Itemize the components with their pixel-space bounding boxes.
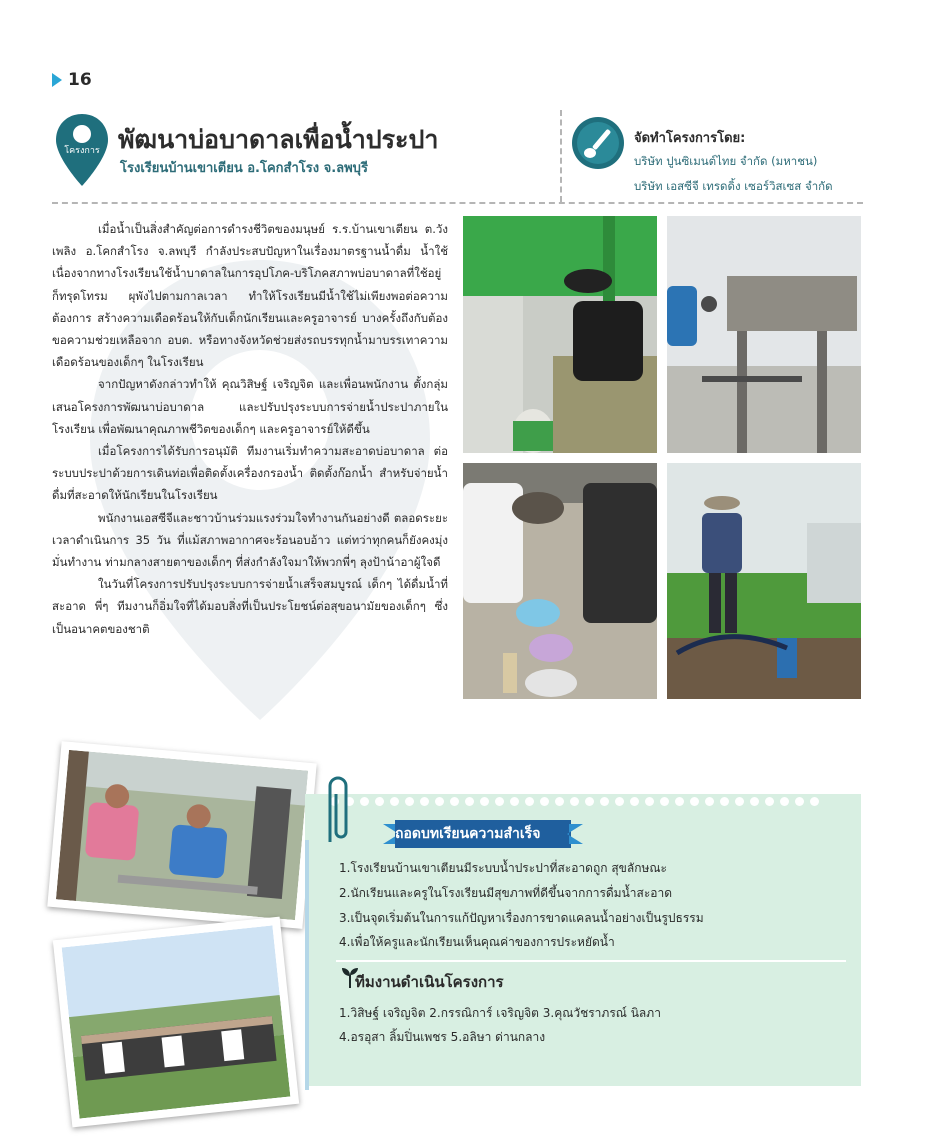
brush-icon [571,116,625,170]
team-line: 4.อรอุสา ลิ้มปิ่นเพชร 5.อลิษา ด่านกลาง [339,1030,546,1044]
photo-group [53,917,299,1128]
header-divider [560,110,562,202]
panel-dots [330,797,840,813]
lessons-heading: ถอดบทเรียนความสำเร็จ [395,826,541,842]
page-marker-icon [52,73,62,87]
page-title: พัฒนาบ่อบาดาลเพื่อน้ำประปา [118,125,439,154]
lesson-item: 3.เป็นจุดเริ่มต้นในการแก้ปัญหาเรื่องการขาดแคลนน้ำอย่างเป็นรูปธรรม [339,911,704,925]
lesson-item: 2.นักเรียนและครูในโรงเรียนมีสุขภาพที่ดีขึ้นจากการดื่มน้ำสะอาด [339,886,673,900]
team-heading: ทีมงานดำเนินโครงการ [355,973,504,991]
paperclip-icon [318,772,358,852]
photo-worker-green-shed [463,216,657,453]
organizer-company: บริษัท เอสซีจี เทรดดิ้ง เซอร์วิสเซส จำกัด [634,179,833,193]
team-line: 1.วิสิษฐ์ เจริญจิต 2.กรรณิการ์ เจริญจิต 3.คุณวัชราภรณ์ นิลภา [339,1006,661,1020]
paragraph: ในวันที่โครงการปรับปรุงระบบการจ่ายน้ำเสร็จสมบูรณ์ เด็กๆ ได้ดื่มน้ำที่สะอาด พี่ๆ ทีมงานก็อิ่มใจที่ได้มอบสิ่งที่เป็นประโยชน์ต่อสุขอนามัยของเด็กๆ ซึ่งเป็นอนาคตของชาติ [52,577,448,636]
photo-workers-pipe [47,741,316,929]
project-badge-label: โครงการ [64,146,100,156]
header-separator [52,202,863,204]
paragraph: พนักงานเอสซีจีและชาวบ้านร่วมแรงร่วมใจทำงานกันอย่างดี ตลอดระยะเวลาดำเนินการ 35 วัน ที่แม้สภาพอากาศจะร้อนอบอ้าว แต่ทว่าทุกคนก็ยังคงมุ่งมั่นทำงาน ท่ามกลางสายตาของเด็กๆ ที่ส่งกำลังใจมาให้พวกพี่ๆ ลุงป้าน้าอาผู้ใจดี [52,510,448,570]
lesson-item: 4.เพื่อให้ครูและนักเรียนเห็นคุณค่าของการประหยัดน้ำ [339,935,615,949]
page-number: 16 [52,70,92,90]
panel-stripe [305,840,309,1090]
panel-divider [336,960,846,962]
photo-water-tower [667,216,861,453]
paragraph: จากปัญหาดังกล่าวทำให้ คุณวิสิษฐ์ เจริญจิต และเพื่อนพนักงาน ตั้งกลุ่มเสนอโครงการพัฒนาบ่อบาดาล และปรับปรุงระบบการจ่ายน้ำประปาภายในโรงเรียน เพื่อพัฒนาคุณภาพชีวิตของเด็กๆ และครูอาจารย์ให้ดีขึ้น [52,377,448,436]
paragraph: เมื่อน้ำเป็นสิ่งสำคัญต่อการดำรงชีวิตของมนุษย์ ร.ร.บ้านเขาเตียน ต.วังเพลิง อ.โคกสำโรง จ.ลพบุรี กำลังประสบปัญหาในเรื่องมาตรฐานน้ำดื่ม น้ำใช้ เนื่องจากทางโรงเรียนใช้น้ำบาดาลในการอุปโภค-บริโภคสภาพบ่อบาดาลที่ใช้อยู่ก็ทรุดโทรม ผุพังไปตามกาลเวลา ทำให้โรงเรียนมีน้ำใช้ไม่เพียงพอต่อความต้องการ สร้างความเดือดร้อนให้กับเด็กนักเรียนและครูอาจารย์ บางครั้งถึงกับต้องขอความช่วยเหลือจาก อบต. หรือทางจังหวัดช่วยส่งรถบรรทุกน้ำมาบรรเทาความเดือดร้อนของเด็กๆ ในโรงเรียน [52,222,448,370]
photo-well-pump [667,463,861,699]
organizer-heading: จัดทำโครงการโดย: [634,131,746,146]
organizer-company: บริษัท ปูนซิเมนต์ไทย จำกัด (มหาชน) [634,154,818,168]
school-subtitle: โรงเรียนบ้านเขาเตียน อ.โคกสำโรง จ.ลพบุรี [120,161,368,176]
photo-team-painting [463,463,657,699]
article-body [52,218,448,640]
paragraph: เมื่อโครงการได้รับการอนุมัติ ทีมงานเริ่มทำความสะอาดบ่อบาดาล ต่อระบบประปาด้วยการเดินท่อเพื่อติดตั้งเครื่องกรองน้ำ ติดตั้งก๊อกน้ำ สำหรับจ่ายน้ำดื่มที่สะอาดให้นักเรียนในโรงเรียน [52,444,448,503]
lesson-item: 1.โรงเรียนบ้านเขาเตียนมีระบบน้ำประปาที่สะอาดถูก สุขลักษณะ [339,861,667,875]
